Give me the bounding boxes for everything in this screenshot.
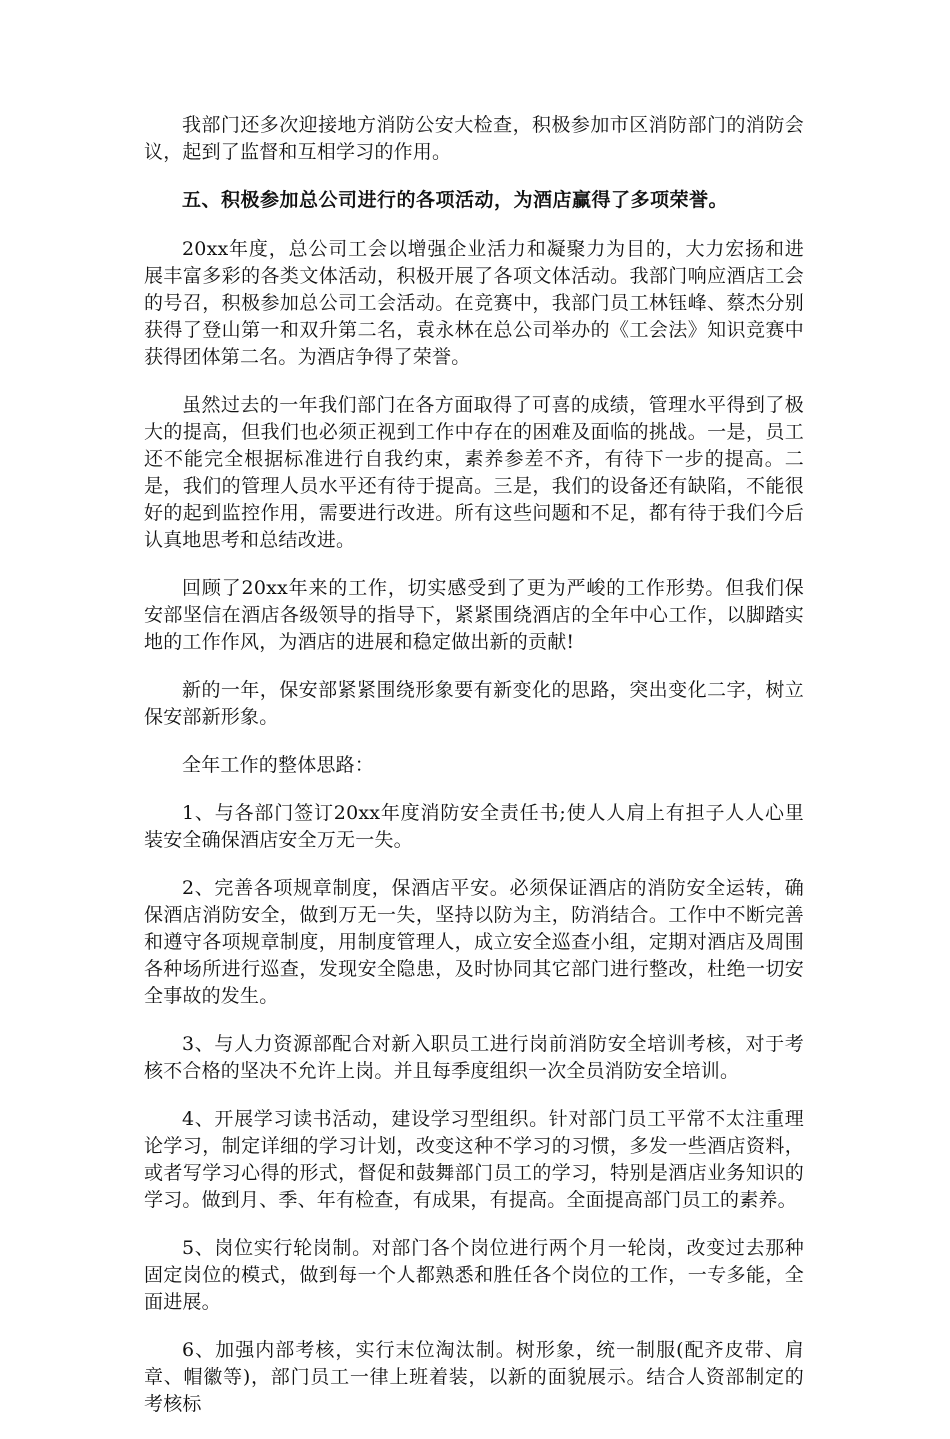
section-heading-five: 五、积极参加总公司进行的各项活动，为酒店赢得了多项荣誉。 xyxy=(182,189,729,211)
paragraph-overall-idea: 全年工作的整体思路： xyxy=(182,754,375,776)
list-item-2: 2、完善各项规章制度，保酒店平安。必须保证酒店的消防安全运转，确保酒店消防安全，做到万无一失，坚持以防为主，防消结合。工作中不断完善和遵守各项规章制度，用制度管理人，成立安全巡查小组，定期对酒店及周围各种场所进行巡查，发现安全隐患，及时协同其它部门进行整改，杜绝一切安全事故的发生。 xyxy=(144,877,804,1007)
paragraph-review: 回顾了20xx年来的工作，切实感受到了更为严峻的工作形势。但我们保安部坚信在酒店各级领导的指导下，紧紧围绕酒店的全年中心工作，以脚踏实地的工作作风，为酒店的进展和稳定做出新的贡献! xyxy=(144,577,804,653)
list-item-6: 6、加强内部考核，实行末位淘汰制。树形象，统一制服(配齐皮带、肩章、帽徽等)，部门员工一律上班着装，以新的面貌展示。结合人资部制定的考核标 xyxy=(144,1339,804,1415)
paragraph-challenges: 虽然过去的一年我们部门在各方面取得了可喜的成绩，管理水平得到了极大的提高，但我们也必须正视到工作中存在的困难及面临的挑战。一是，员工还不能完全根据标准进行自我约束，素养参差不齐，有待下一步的提高。二是，我们的管理人员水平还有待于提高。三是，我们的设备还有缺陷，不能很好的起到监控作用，需要进行改进。所有这些问题和不足，都有待于我们今后认真地思考和总结改进。 xyxy=(144,394,804,551)
paragraph-union-activities: 20xx年度，总公司工会以增强企业活力和凝聚力为目的，大力宏扬和进展丰富多彩的各类文体活动，积极开展了各项文体活动。我部门响应酒店工会的号召，积极参加总公司工会活动。在竞赛中，我部门员工林钰峰、蔡杰分别获得了登山第一和双升第二名，袁永林在总公司举办的《工会法》知识竞赛中获得团体第二名。为酒店争得了荣誉。 xyxy=(144,238,804,368)
list-item-1: 1、与各部门签订20xx年度消防安全责任书;使人人肩上有担子人人心里装安全确保酒店安全万无一失。 xyxy=(144,802,804,851)
list-item-5: 5、岗位实行轮岗制。对部门各个岗位进行两个月一轮岗，改变过去那种固定岗位的模式，做到每一个人都熟悉和胜任各个岗位的工作，一专多能，全面进展。 xyxy=(144,1237,804,1313)
paragraph-inspection: 我部门还多次迎接地方消防公安大检查，积极参加市区消防部门的消防会议，起到了监督和互相学习的作用。 xyxy=(144,114,804,163)
paragraph-new-year: 新的一年，保安部紧紧围绕形象要有新变化的思路，突出变化二字，树立保安部新形象。 xyxy=(144,679,804,728)
list-item-4: 4、开展学习读书活动，建设学习型组织。针对部门员工平常不太注重理论学习，制定详细的学习计划，改变这种不学习的习惯，多发一些酒店资料，或者写学习心得的形式，督促和鼓舞部门员工的学习，特别是酒店业务知识的学习。做到月、季、年有检查，有成果，有提高。全面提高部门员工的素养。 xyxy=(144,1108,804,1211)
list-item-3: 3、与人力资源部配合对新入职员工进行岗前消防安全培训考核，对于考核不合格的坚决不允许上岗。并且每季度组织一次全员消防安全培训。 xyxy=(144,1033,804,1082)
document-body xyxy=(144,112,804,1439)
